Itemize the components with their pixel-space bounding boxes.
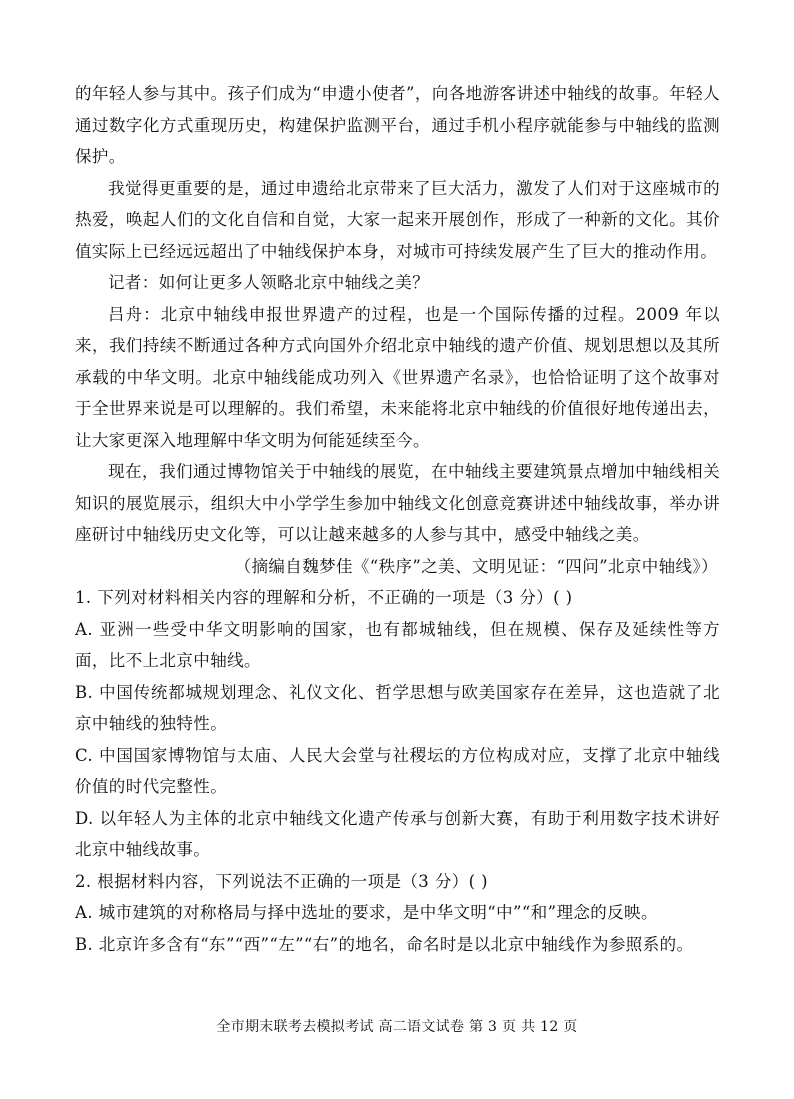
- option-b: B. 中国传统都城规划理念、礼仪文化、哲学思想与欧美国家存在差异，这也造就了北京中轴线的独特性。: [75, 682, 720, 733]
- paragraph: 我觉得更重要的是，通过申遗给北京带来了巨大活力，激发了人们对于这座城市的热爱，唤起人们的文化自信和自觉，大家一起来开展创作，形成了一种新的文化。其价值实际上已经远远超出了中轴线保护本身，对城市可持续发展产生了巨大的推动作用。: [75, 178, 720, 261]
- option-a: A. 亚洲一些受中华文明影响的国家，也有都城轴线，但在规模、保存及延续性等方面，比不上北京中轴线。: [75, 619, 720, 670]
- reading-material: [75, 78, 720, 960]
- option-c: C. 中国国家博物馆与太庙、人民大会堂与社稷坛的方位构成对应，支撑了北京中轴线价值的时代完整性。: [75, 745, 720, 796]
- question-2: [75, 866, 720, 961]
- source-citation: （摘编自魏梦佳《“秩序”之美、文明见证：“四问”北京中轴线》）: [234, 556, 718, 576]
- question-1: [75, 582, 720, 866]
- option-b: B. 北京许多含有“东”“西”“左”“右”的地名，命名时是以北京中轴线作为参照系的。: [75, 934, 694, 954]
- paragraph-continuation: 的年轻人参与其中。孩子们成为“申遗小使者”，向各地游客讲述中轴线的故事。年轻人通过数字化方式重现历史，构建保护监测平台，通过手机小程序就能参与中轴线的监测保护。: [75, 84, 720, 166]
- paragraph: 现在，我们通过博物馆关于中轴线的展览，在中轴线主要建筑景点增加中轴线相关知识的展览展示，组织大中小学学生参加中轴线文化创意竞赛讲述中轴线故事，举办讲座研讨中轴线历史文化等，可以让越来越多的人参与其中，感受中轴线之美。: [75, 462, 720, 544]
- question-stem: 2. 根据材料内容，下列说法不正确的一项是（3 分）( ): [75, 871, 488, 891]
- option-a: A. 城市建筑的对称格局与择中选址的要求，是中华文明“中”“和”理念的反映。: [75, 903, 658, 922]
- interview-answer: 吕舟：北京中轴线申报世界遗产的过程，也是一个国际传播的过程。2009 年以来，我们持续不断通过各种方式向国外介绍北京中轴线的遗产价值、规划思想以及其所承载的中华文明。北京中轴线能成功列入《世界遗产名录》，也恰恰证明了这个故事对于全世界来说是可以理解的。我们希望，未来能将北京中轴线的价值很好地传递出去，让大家更深入地理解中华文明为何能延续至今。: [75, 304, 720, 450]
- interview-question: 记者：如何让更多人领略北京中轴线之美？: [108, 273, 430, 292]
- page-footer: 全市期末联考去模拟考试 高二语文试卷 第 3 页 共 12 页: [216, 1019, 578, 1035]
- question-stem: 1. 下列对材料相关内容的理解和分析，不正确的一项是（3 分）( ): [75, 588, 573, 607]
- option-d: D. 以年轻人为主体的北京中轴线文化遗产传承与创新大赛，有助于利用数字技术讲好北京中轴线故事。: [75, 808, 720, 859]
